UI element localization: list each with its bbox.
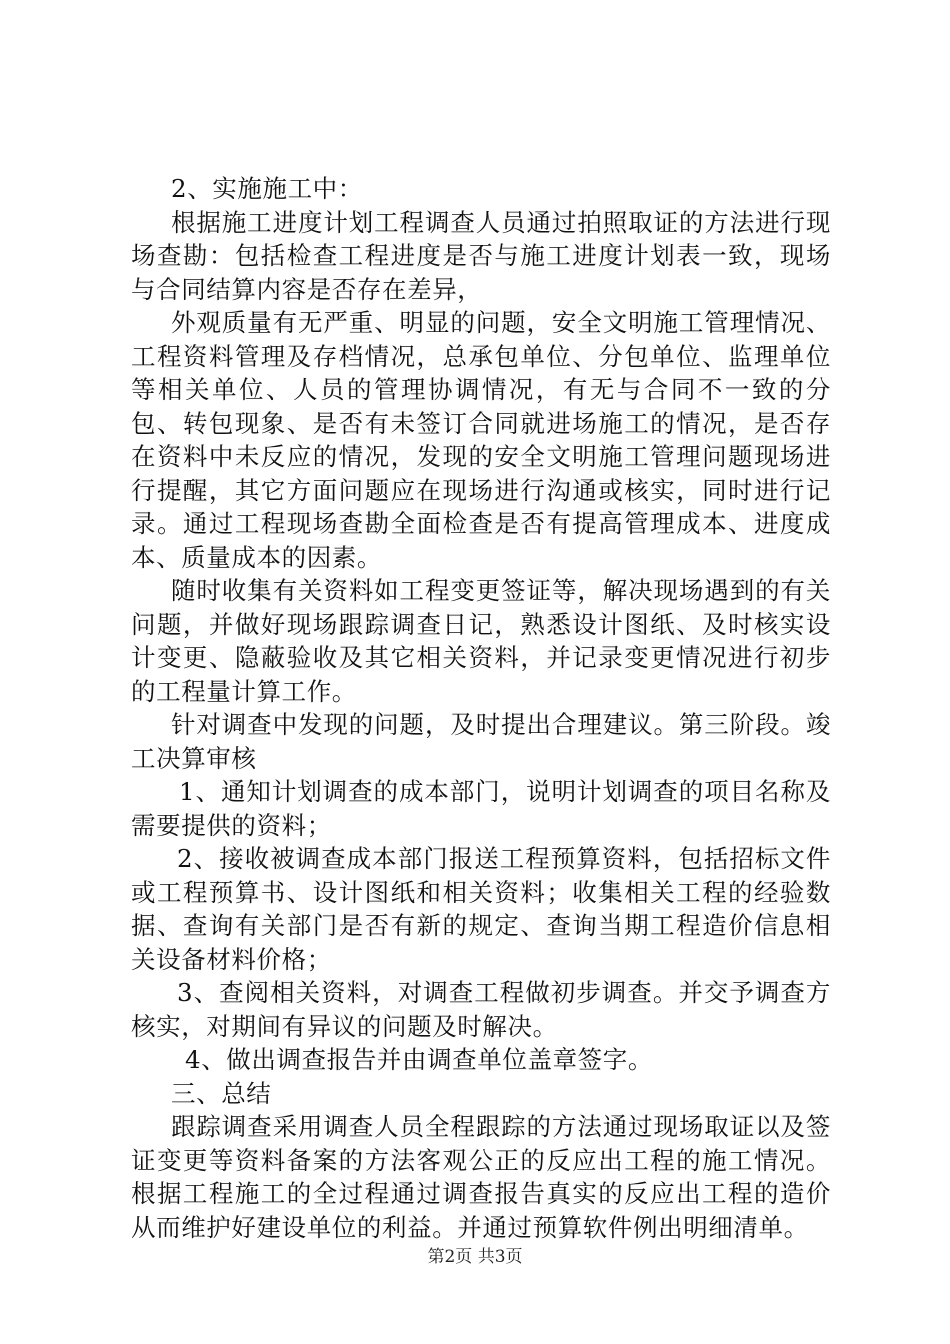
paragraph-quality-check: 外观质量有无严重、明显的问题，安全文明施工管理情况、工程资料管理及存档情况，总承包单位、分包单位、监理单位等相关单位、人员的管理协调情况，有无与合同不一致的分包、转包现象、是否有未签订合同就进场施工的情况，是否存在资料中未反应的情况，发现的安全文明施工管理问题现场进行提醒，其它方面问题应在现场进行沟通或核实，同时进行记录。通过工程现场查勘全面检查是否有提高管理成本、进度成本、质量成本的因素。 — [131, 308, 831, 572]
heading-summary: 三、总结 — [171, 1078, 272, 1108]
paragraph-suggestions: 针对调查中发现的问题，及时提出合理建议。第三阶段。竣工决算审核 — [131, 710, 831, 773]
document-body — [131, 172, 831, 1244]
heading-implementation: 2、实施施工中： — [171, 174, 363, 203]
paragraph-collect-data: 随时收集有关资料如工程变更签证等，解决现场遇到的有关问题，并做好现场跟踪调查日记，熟悉设计图纸、及时核实设计变更、隐蔽验收及其它相关资料，并记录变更情况进行初步的工程量计算工作。 — [131, 576, 831, 706]
list-item-2: 2、接收被调查成本部门报送工程预算资料，包括招标文件或工程预算书、设计图纸和相关资料；收集相关工程的经验数据、查询有关部门是否有新的规定、查询当期工程造价信息相关设备材料价格； — [131, 844, 831, 974]
paragraph-summary: 跟踪调查采用调查人员全程跟踪的方法通过现场取证以及签证变更等资料备案的方法客观公正的反应出工程的施工情况。根据工程施工的全过程通过调查报告真实的反应出工程的造价从而维护好建设单位的利益。并通过预算软件例出明细清单。 — [131, 1112, 831, 1242]
page-footer: 第2页 共3页 — [427, 1247, 523, 1267]
paragraph-site-survey: 根据施工进度计划工程调查人员通过拍照取证的方法进行现场查勘：包括检查工程进度是否与施工进度计划表一致，现场与合同结算内容是否存在差异， — [131, 207, 831, 304]
list-item-1: 1、通知计划调查的成本部门，说明计划调查的项目名称及需要提供的资料； — [131, 777, 831, 840]
list-item-3: 3、查阅相关资料，对调查工程做初步调查。并交予调查方核实，对期间有异议的问题及时解决。 — [131, 978, 831, 1041]
list-item-4: 4、做出调查报告并由调查单位盖章签字。 — [185, 1045, 653, 1074]
